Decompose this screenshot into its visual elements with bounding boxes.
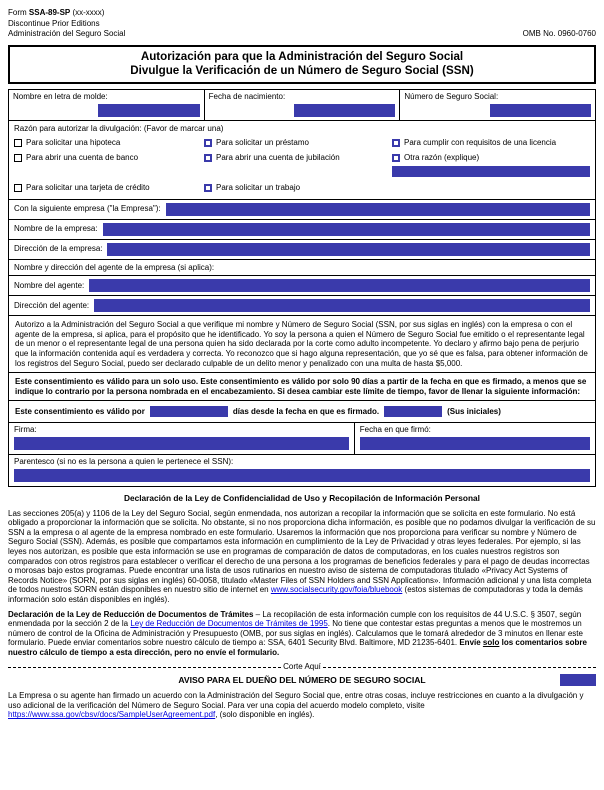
- reason-other-label: Otra razón (explique): [404, 153, 480, 163]
- checkbox-other-reason[interactable]: [392, 154, 400, 162]
- checkbox-mortgage[interactable]: [14, 139, 22, 147]
- date-signed-label: Fecha en que firmó:: [359, 425, 431, 435]
- signature-label: Firma:: [14, 425, 37, 435]
- company-address-input[interactable]: [107, 243, 590, 256]
- reasons-grid: [14, 138, 590, 193]
- reason-other: [392, 153, 590, 177]
- ssn-cell: [400, 90, 595, 120]
- consent-duration-text2: días desde la fecha en que es firmado.: [232, 407, 380, 417]
- reason-credit-card: [14, 183, 200, 193]
- company-name-label: Nombre de la empresa:: [14, 224, 98, 234]
- consent-duration-text1: Este consentimiento es válido por: [15, 407, 145, 417]
- reason-credit-card-label: Para solicitar una tarjeta de crédito: [26, 183, 150, 193]
- company-address-row: [8, 239, 596, 260]
- cut-here-divider: [8, 662, 596, 672]
- form-prefix: Form: [8, 8, 29, 17]
- pra-bold-rest: los comentarios sobre nuestro cálculo de tiempo a esta dirección, pero no envíe el formulario.: [8, 638, 587, 657]
- dob-label: Fecha de nacimiento:: [208, 92, 286, 102]
- authorization-paragraph: Autorizo a la Administración del Seguro Social a que verifique mi nombre y Número de Seguro Social (SSN, por sus siglas en inglés) con la empresa o con el agente de la empresa, si aplica, para el propósito que he identificado. Yo soy la persona a quien el Número de Seguro Social fue emitido o el representante legal de un menor o el representante legal de una persona quien ha sido declarada por la corte como adulto incompetente. Yo declaro y afirmo bajo pena de perjurio que la información contenida aquí es verdadera y correcta. Yo reconozco que si hago alguna representación, que yo sé que es falsa, para obtener información de los registros del Seguro Social, puedo ser declarado culpable de un delito menor y penalizado con una multa de hasta $5,000.: [8, 315, 596, 373]
- name-label: Nombre en letra de molde:: [13, 92, 108, 102]
- with-company-input[interactable]: [166, 203, 590, 216]
- bluebook-link[interactable]: www.socialsecurity.gov/foia/bluebook: [270, 585, 403, 595]
- agreement-link[interactable]: https://www.ssa.gov/cbsv/docs/SampleUserAgreement.pdf: [8, 710, 216, 720]
- agency-name: Administración del Seguro Social: [8, 29, 126, 39]
- name-input[interactable]: [98, 104, 199, 117]
- checkbox-job[interactable]: [204, 184, 212, 192]
- reason-retirement-account-label: Para abrir una cuenta de jubilación: [216, 153, 340, 163]
- relationship-label: Parentesco (si no es la persona a quien le pertenece el SSN):: [14, 457, 234, 467]
- signature-input[interactable]: [14, 437, 349, 450]
- company-name-input[interactable]: [103, 223, 590, 236]
- ssn-input[interactable]: [490, 104, 591, 117]
- omb-number: OMB No. 0960-0760: [522, 29, 596, 39]
- days-input[interactable]: [150, 406, 228, 417]
- privacy-body: [8, 509, 596, 605]
- notice-body: [8, 691, 596, 720]
- reason-license: [392, 138, 590, 148]
- pra-text-1: – La recopilación de esta información cumple con los requisitos de 44 U.S.C. § 3507, según enmendada por la sección 2 de la: [8, 609, 582, 629]
- reason-loan: [204, 138, 388, 148]
- agent-name-label: Nombre del agente:: [14, 280, 85, 290]
- privacy-text-1: Las secciones 205(a) y 1106 de la Ley del Seguro Social, según enmendada, nos autorizan a recopilar la información que se solicita en este formulario. No está obligado a proporcionar la información que se solicita. No obstante, si no nos proporciona dicha información, es posible que no podamos divulgar la verificación de su SSN a la empresa o al agente de la empresa nombrado en este formulario. Usaremos la información que nos proporciona para verificar su nombre y Número de Seguro Social (SSN). Además, es posible que compartamos esta información en cumplimiento de la Ley de Privacidad y otras leyes federales. Por ejemplo, si las leyes nos autorizan, es posible que esta información se use en programas de comparación de datos de computadoras, en los cuales nuestros registros son comparados con otros registros para establecer o verificar el derecho de una persona a los programas de beneficios federales y para el pago de deudas incorrectas o morosas bajo estos programas. Puede encontrar una lista de usos rutinarios en nuestro aviso de sistema de computadoras titulado «Privacy Act Systems of Records Notice» (SORN, por sus siglas en inglés) 60-0058, titulado «Master Files of SSN Holders and SSN Applications». Información adicional y una lista completa de todos nuestros SORN están disponibles en nuestro sitio de internet en: [8, 508, 596, 595]
- name-cell: [9, 90, 205, 120]
- reason-mortgage: [14, 138, 200, 148]
- cut-dash-left: [8, 667, 281, 668]
- checkbox-bank-account[interactable]: [14, 154, 22, 162]
- reason-retirement-account: [204, 153, 388, 177]
- identity-row: [8, 89, 596, 121]
- agent-address-label: Dirección del agente:: [14, 300, 90, 310]
- dob-input[interactable]: [294, 104, 395, 117]
- checkbox-license[interactable]: [392, 139, 400, 147]
- agent-section-label: Nombre y dirección del agente de la empresa (si aplica):: [14, 262, 215, 272]
- reason-other-line: [392, 153, 590, 163]
- consent-duration-row: [8, 400, 596, 423]
- privacy-section: [8, 494, 596, 658]
- discontinue-note: Discontinue Prior Editions: [8, 18, 100, 28]
- reason-loan-label: Para solicitar un préstamo: [216, 137, 309, 147]
- date-signed-cell: [355, 423, 595, 454]
- checkbox-loan[interactable]: [204, 139, 212, 147]
- ssn-label: Número de Seguro Social:: [404, 92, 499, 102]
- reason-job: [204, 183, 388, 193]
- agent-address-input[interactable]: [94, 299, 590, 312]
- agent-name-row: [8, 275, 596, 296]
- agent-section-row: [8, 259, 596, 277]
- relationship-input[interactable]: [14, 469, 590, 482]
- notice-text-1: La Empresa o su agente han firmado un acuerdo con la Administración del Seguro Social que, entre otras cosas, incluye restricciones en cuanto a la divulgación y uso adicional de la verificación del Número de Seguro Social. Para ver una copia del acuerdo modelo completo, visite: [8, 691, 584, 710]
- reasons-heading: Razón para autorizar la divulgación: (Favor de marcar una): [14, 124, 224, 134]
- notice-heading-row: [8, 675, 596, 688]
- notice-field[interactable]: [560, 674, 596, 686]
- notice-text-2: , (solo disponible en inglés).: [215, 710, 315, 720]
- privacy-heading: Declaración de la Ley de Confidencialidad de Uso y Recopilación de Información Personal: [124, 492, 480, 503]
- reasons-grid-spacer: [392, 183, 590, 193]
- form-number-line: [8, 8, 125, 19]
- date-signed-input[interactable]: [360, 437, 590, 450]
- relationship-row: [8, 454, 596, 487]
- pra-act-link[interactable]: Ley de Reducción de Documentos de Trámites de 1995: [130, 619, 328, 629]
- form-id-block: [8, 8, 125, 40]
- dob-cell: [205, 90, 401, 120]
- form-title-line1: Autorización para que la Administración del Seguro Social: [140, 49, 464, 63]
- initials-input[interactable]: [384, 406, 442, 417]
- form-title-line2: Divulgue la Verificación de un Número de Seguro Social (SSN): [130, 64, 474, 78]
- form-number: SSA-89-SP: [28, 8, 71, 17]
- signature-row: [8, 422, 596, 455]
- reason-mortgage-label: Para solicitar una hipoteca: [26, 137, 121, 147]
- pra-bold-send: Envíe: [459, 638, 483, 648]
- reason-bank-account: [14, 153, 200, 177]
- privacy-text-2: (estos sistemas de computadoras y toda la demás información solo están disponibles en inglés).: [8, 585, 583, 604]
- cut-here-label: Corte Aquí: [283, 662, 321, 672]
- cut-dash-right: [323, 667, 596, 668]
- consent-duration-text3: (Sus iniciales): [447, 407, 501, 417]
- reasons-section: [8, 120, 596, 199]
- form-suffix: (xx-xxxx): [70, 8, 105, 17]
- signature-cell: [9, 423, 355, 454]
- agent-name-input[interactable]: [89, 279, 590, 292]
- with-company-label: Con la siguiente empresa ("la Empresa"):: [14, 204, 161, 214]
- reason-job-label: Para solicitar un trabajo: [216, 183, 301, 193]
- checkbox-credit-card[interactable]: [14, 184, 22, 192]
- reason-bank-account-label: Para abrir una cuenta de banco: [26, 153, 139, 163]
- pra-heading: Declaración de la Ley de Reducción de Documentos de Trámites: [8, 609, 254, 619]
- other-reason-input[interactable]: [392, 166, 590, 177]
- with-company-row: [8, 199, 596, 220]
- checkbox-retirement-account[interactable]: [204, 154, 212, 162]
- reason-license-label: Para cumplir con requisitos de una licencia: [404, 137, 557, 147]
- notice-heading: AVISO PARA EL DUEÑO DEL NÚMERO DE SEGURO SOCIAL: [178, 675, 426, 686]
- pra-bold-only: solo: [482, 638, 500, 648]
- company-name-row: [8, 219, 596, 240]
- form-title: [8, 45, 596, 85]
- pra-paragraph: [8, 610, 596, 658]
- pra-text-2: . No tiene que contestar estas preguntas a menos que le mostremos un número de control de la Oficina de Administración y Presupuesto (OMB, por sus siglas en inglés). Calculamos que le tomará alrededor de 3 minutos en llenar este formulario. Puede enviar comentarios sobre nuestro cálculo de tiempo a: SSA, 6401 Security Blvd. Baltimore, MD 21235-6401.: [8, 619, 583, 648]
- agent-address-row: [8, 295, 596, 316]
- company-address-label: Dirección de la empresa:: [14, 244, 103, 254]
- consent-statement: Este consentimiento es válido para un solo uso. Este consentimiento es válido por solo 90 días a partir de la fecha en que es firmado, a menos que se indique lo contrario por la persona nombrada en el encabezamiento. Si desea cambiar este límite de tiempo, favor de llenar la siguiente información:: [8, 372, 596, 401]
- form-header: [8, 8, 596, 40]
